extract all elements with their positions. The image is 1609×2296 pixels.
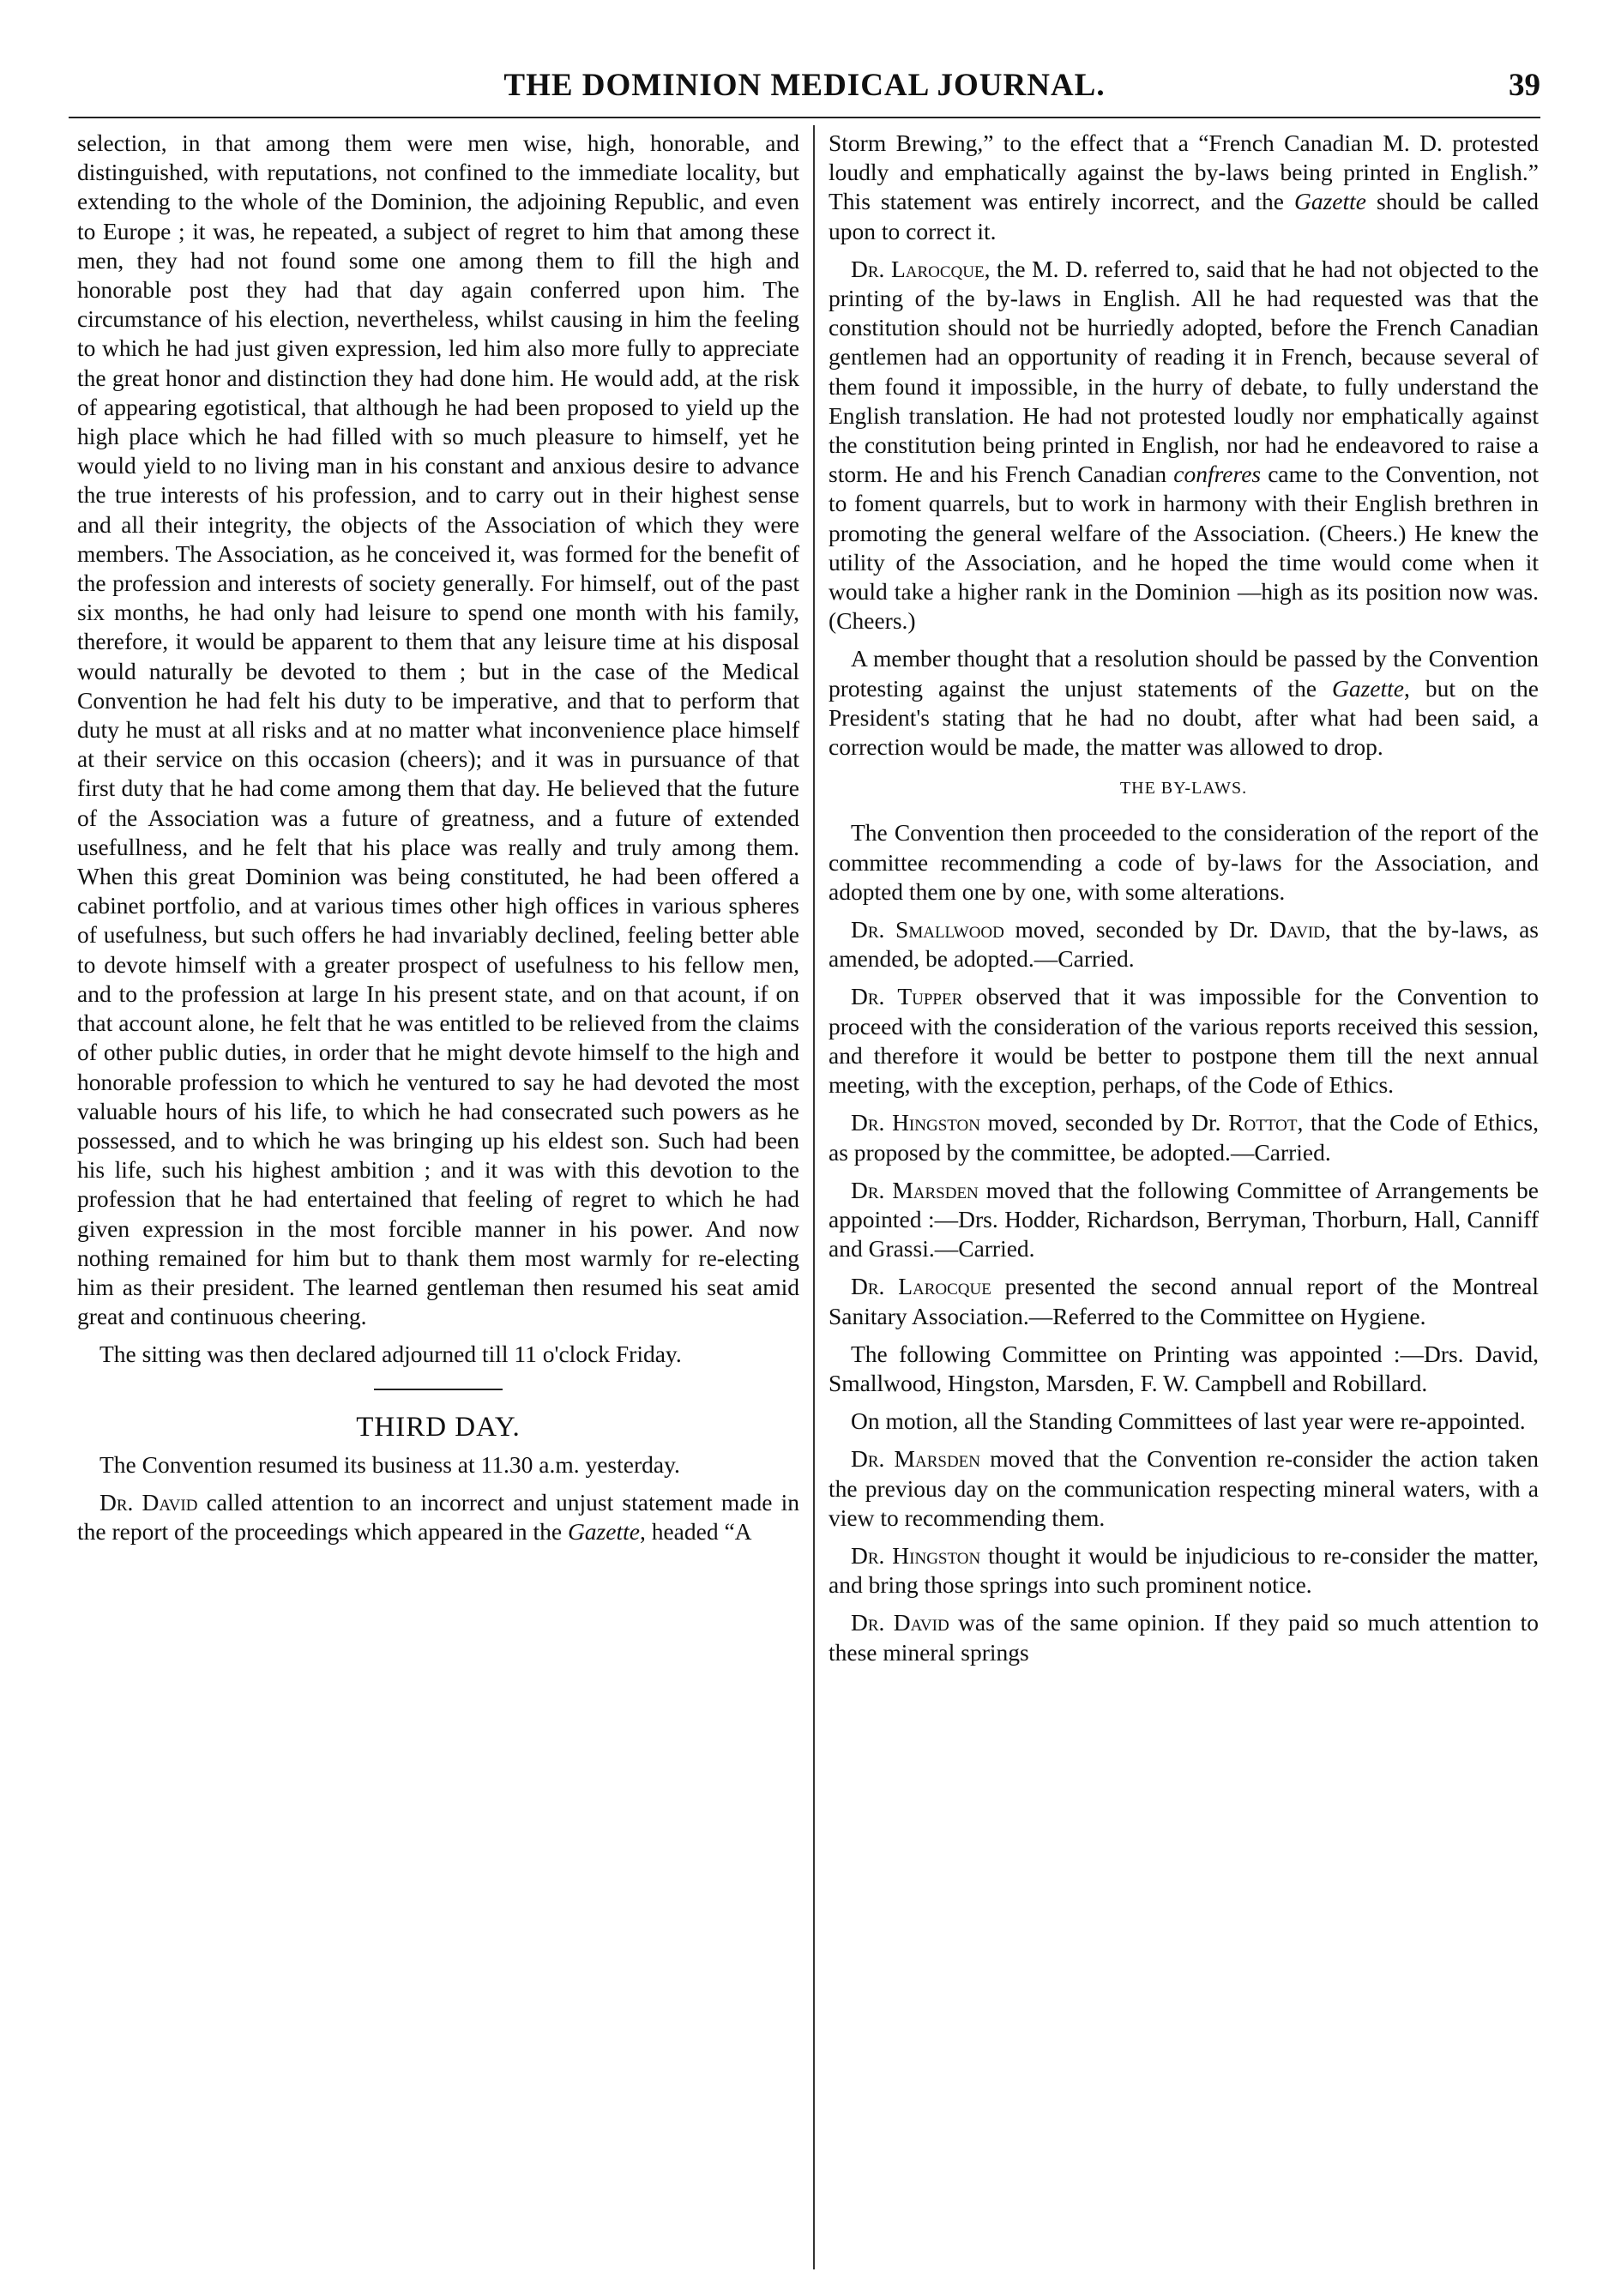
italic-term: Gazette (1294, 188, 1367, 215)
paragraph: Dr. Marsden moved that the Convention re-consider the action taken the previous day on the communication respecting mineral waters, with a view to recommending them. (829, 1445, 1540, 1531)
speaker-name: Dr. Larocque (851, 1273, 991, 1300)
speaker-name: Dr. Marsden (851, 1176, 979, 1203)
left-column (77, 129, 799, 1555)
italic-term: confreres (1173, 461, 1262, 488)
paragraph: The Convention resumed its business at 11.30 a.m. yesterday. (99, 1450, 680, 1478)
paragraph: On motion, all the Standing Committees of last year were re-appointed. (851, 1407, 1526, 1435)
speaker-name: David (1269, 916, 1325, 943)
paragraph: Dr. David called attention to an incorrect and unjust statement made in the report of the proceedings which appeared in the Gazette, headed “A (77, 1488, 799, 1546)
section-heading-third-day: THIRD DAY. (356, 1411, 521, 1443)
speaker-name: Dr. Marsden (851, 1445, 980, 1473)
italic-term: Gazette (1332, 674, 1405, 702)
paragraph: Dr. Tupper observed that it was impossible for the Convention to proceed with the consideration of the various reports received this session, and therefore it would be better to postpone them till the next annual meeting, with the exception, perhaps, of the Code of Ethics. (829, 983, 1540, 1099)
paragraph: Dr. Larocque, the M. D. referred to, said that he had not objected to the printing of the by-laws in English. All he had requested was that the constitution should not be hurriedly adopted, before the French Canadian gentlemen had an opportunity of reading it in French, because several of them found it impossible, in the hurry of debate, to fully understand the English translation. He had not protested loudly nor emphatically against the constitution being printed in English, nor had he endeavored to raise a storm. He and his French Canadian confreres came to the Convention, not to foment quarrels, but to work in harmony with their English brethren in promoting the general welfare of the Association. (Cheers.) He knew the utility of the Association, and he hoped the time would come when it would take a higher rank in the Dominion —high as its position now was. (Cheers.) (829, 255, 1540, 635)
speaker-name: Dr. Larocque (851, 255, 985, 282)
speaker-name: Rottot (1228, 1109, 1298, 1136)
paragraph: The sitting was then declared adjourned till 11 o'clock Friday. (99, 1341, 682, 1368)
page-number: 39 (1509, 68, 1540, 103)
journal-title: THE DOMINION MEDICAL JOURNAL. (503, 68, 1106, 103)
italic-term: Gazette (567, 1518, 640, 1546)
column-divider (813, 125, 815, 2269)
paragraph: Dr. Marsden moved that the following Committee of Arrangements be appointed :—Drs. Hodder, Richardson, Berryman, Thorburn, Hall, Canniff and Grassi.—Carried. (829, 1176, 1539, 1262)
section-heading-by-laws: THE BY-LAWS. (1119, 779, 1248, 798)
speaker-name: Dr. Hingston (851, 1541, 981, 1569)
paragraph: Dr. David was of the same opinion. If they paid so much attention to these mineral springs (829, 1609, 1539, 1666)
right-column (829, 129, 1539, 1676)
paragraph: selection, in that among them were men wise, high, honorable, and distinguished, with reputations, not confined to the immediate locality, but extending to the whole of the Dominion, the adjoining Republic, and even to Europe ; it was, he repeated, a subject of regret to him that among these men, they had not found some one among them to fill the high and honorable post they had that day again conferred upon him. The circumstance of his election, nevertheless, whilst causing in him the feeling to which he had just given expression, led him also more fully to appreciate the great honor and distinction they had done him. He would add, at the risk of appearing egotistical, that although he had been proposed to yield up the high place which he had filled with so much pleasure to himself, yet he would yield to no living man in his constant and anxious desire to advance the true interests of his profession, and to carry out in their highest sense and all their integrity, the objects of the Association of which they were members. The Association, as he conceived it, was formed for the benefit of the profession and interests of society generally. For himself, out of the past six months, he had only had leisure to spend one month with his family, therefore, it would be apparent to them that any leisure time at his disposal would naturally be devoted to them ; but in the case of the Medical Convention he had felt his duty to be imperative, and that to perform that duty he must at all risks and at no matter what inconvenience place himself at their service on this occasion (cheers); and it was in pursuance of that first duty that he had come among them that day. He believed that the future of the Association was a future of greatness, and a future of extended usefullness, and he felt that his place was really and truly among them. When this great Dominion was being constituted, he had been offered a cabinet portfolio, and at various times other high offices in various spheres of usefulness, but such offers he had invariably declined, feeling better able to devote himself with a greater prospect of usefulness to his fellow men, and to the profession at large In his present state, and on that acount, if on that account alone, he felt that he was entitled to be relieved from the claims of other public duties, in order that he might devote himself to the high and honorable profession to which he ventured to say he had devoted the most valuable hours of his life, to which he had consecrated such powers as he possessed, and to which he was bringing up his eldest son. Such had been his life, such his highest ambition ; and it was with this devotion to the profession that he had entertained that feeling of regret to which he had given expression in the most forcible manner in his power. And now nothing remained for him but to thank them most warmly for re-electing him as their president. The learned gentleman then resumed his seat amid great and continuous cheering. (77, 130, 799, 1330)
speaker-name: Dr. Smallwood (851, 916, 1004, 943)
paragraph: Dr. Hingston thought it would be injudicious to re-consider the matter, and bring those springs into such prominent notice. (829, 1541, 1539, 1599)
speaker-name: Dr. Hingston (851, 1109, 980, 1136)
paragraph: A member thought that a resolution should be passed by the Convention protesting against the unjust statements of the Gazette, but on the President's stating that he had no doubt, after what had been said, a correction would be made, the matter was allowed to drop. (829, 645, 1539, 761)
paragraph: The following Committee on Printing was appointed :—Drs. David, Smallwood, Hingston, Marsden, F. W. Campbell and Robillard. (829, 1340, 1539, 1396)
page-header (69, 67, 1540, 118)
paragraph: Dr. Larocque presented the second annual report of the Montreal Sanitary Association.—Referred to the Committee on Hygiene. (829, 1273, 1539, 1329)
header-rule (69, 117, 1540, 118)
paragraph: Dr. Smallwood moved, seconded by Dr. David, that the by-laws, as amended, be adopted.—Carried. (829, 916, 1540, 973)
paragraph: The Convention then proceeded to the consideration of the report of the committee recommending a code of by-laws for the Association, and adopted them one by one, with some alterations. (829, 819, 1539, 905)
speaker-name: Dr. David (851, 1609, 949, 1636)
speaker-name: Dr. Tupper (851, 983, 963, 1010)
section-divider (374, 1389, 503, 1390)
speaker-name: Dr. David (99, 1488, 198, 1516)
paragraph: Storm Brewing,” to the effect that a “French Canadian M. D. protested loudly and emphatically against the by-laws being printed in English.” This statement was entirely incorrect, and the Gazette should be called upon to correct it. (829, 130, 1539, 244)
paragraph: Dr. Hingston moved, seconded by Dr. Rottot, that the Code of Ethics, as proposed by the committee, be adopted.—Carried. (829, 1109, 1539, 1166)
